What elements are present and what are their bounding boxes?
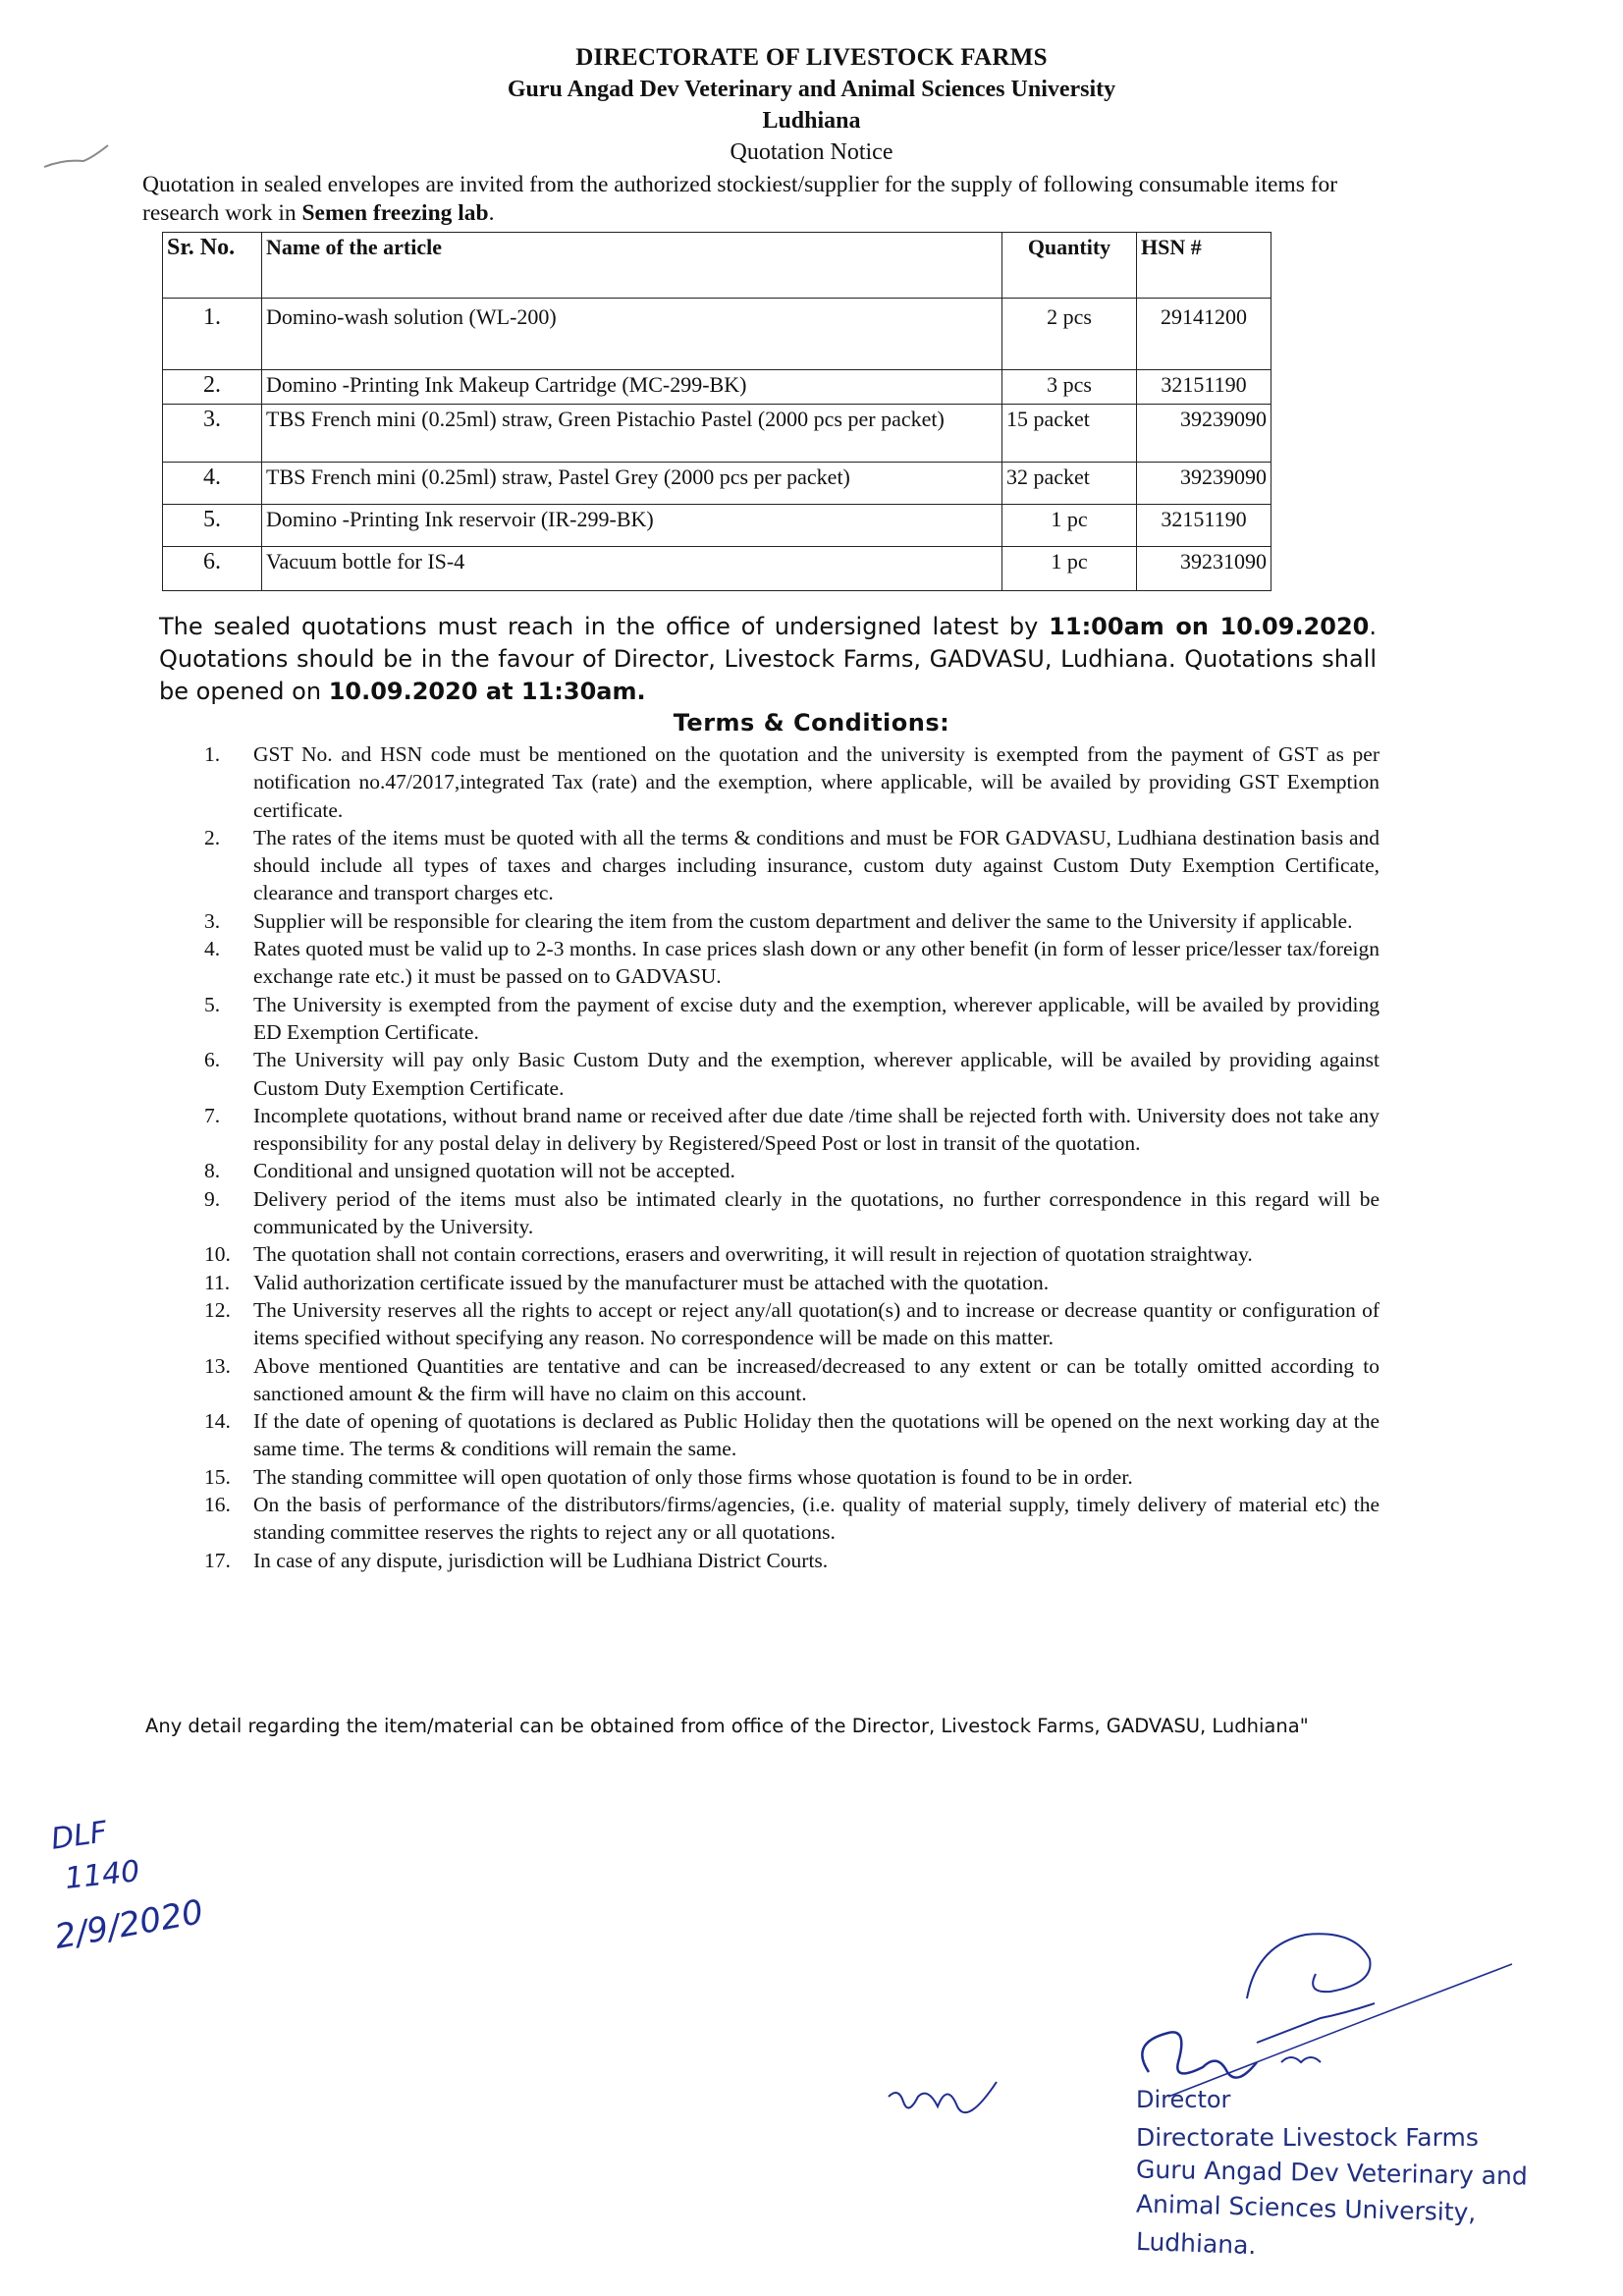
term-item <box>196 1547 1380 1574</box>
cell-name: Domino -Printing Ink reservoir (IR-299-BK) <box>262 505 1002 547</box>
cell-qty: 1 pc <box>1002 505 1137 547</box>
term-number: 14. <box>204 1409 231 1434</box>
term-text: Valid authorization certificate issued by the manufacturer must be attached with the quotation. <box>253 1270 1050 1294</box>
term-item <box>196 1240 1380 1268</box>
term-text: Rates quoted must be valid up to 2-3 months. In case prices slash down or any other benefit (in form of lesser price/lesser tax/foreign exchange rate etc.) it must be passed on to GADVASU. <box>253 937 1380 989</box>
table-row <box>163 463 1271 505</box>
term-number: 7. <box>204 1103 221 1127</box>
header-notice-title: Quotation Notice <box>730 139 893 165</box>
items-table <box>162 232 1271 591</box>
stamp-line-3: Animal Sciences University, <box>1135 2189 1477 2227</box>
term-text: Conditional and unsigned quotation will not be accepted. <box>253 1159 735 1183</box>
table-row <box>163 405 1271 463</box>
term-item <box>196 1491 1380 1547</box>
table-header-row <box>163 233 1271 299</box>
closing-text-2: . Quotations should be in the favour of Director, Livestock Farms, GADVASU, Ludhiana. Quotations shall be opened on <box>159 613 1377 705</box>
cell-name: TBS French mini (0.25ml) straw, Green Pistachio Pastel (2000 pcs per packet) <box>262 405 1002 463</box>
term-item <box>196 1102 1380 1158</box>
term-text: Above mentioned Quantities are tentative and can be increased/decreased to any extent or can be totally omitted according to sanctioned amount & the firm will have no claim on this account. <box>253 1353 1380 1405</box>
term-text: The quotation shall not contain corrections, erasers and overwriting, it will result in rejection of quotation straightway. <box>253 1242 1253 1267</box>
cell-hsn: 32151190 <box>1137 505 1271 547</box>
table-row <box>163 547 1271 591</box>
term-text: The University will pay only Basic Custom Duty and the exemption, wherever applicable, will be availed by providing against Custom Duty Exemption Certificate. <box>253 1048 1380 1100</box>
term-item <box>196 1185 1380 1241</box>
term-number: 12. <box>204 1297 231 1322</box>
term-number: 4. <box>204 937 221 961</box>
initials-mark <box>879 2072 1006 2131</box>
terms-list <box>196 740 1380 1574</box>
term-item <box>196 824 1380 907</box>
term-text: Incomplete quotations, without brand name or received after due date /time shall be rejected forth with. University does not take any responsibility for any postal delay in delivery by Registered/Speed Post or lost in transit of the quotation. <box>253 1103 1380 1156</box>
opening-datetime: 10.09.2020 at 11:30am. <box>328 678 646 705</box>
stamp-line-1: Directorate Livestock Farms <box>1136 2123 1479 2152</box>
cell-qty: 1 pc <box>1002 547 1137 591</box>
term-number: 15. <box>204 1464 231 1489</box>
term-item <box>196 1269 1380 1296</box>
pen-mark <box>39 128 118 177</box>
table-row <box>163 370 1271 405</box>
term-text: Supplier will be responsible for clearing the item from the custom department and deliver the same to the University if applicable. <box>253 908 1353 933</box>
term-text: Delivery period of the items must also be intimated clearly in the quotations, no further correspondence in this regard will be communicated by the University. <box>253 1186 1380 1239</box>
header-university: Guru Angad Dev Veterinary and Animal Sciences University <box>507 77 1116 102</box>
stamp-line-4: Ludhiana. <box>1135 2226 1257 2261</box>
table-row <box>163 505 1271 547</box>
term-number: 9. <box>204 1186 221 1211</box>
cell-sr: 4. <box>163 463 262 505</box>
term-item <box>196 907 1380 935</box>
term-item <box>196 1463 1380 1491</box>
col-header-qty: Quantity <box>1002 233 1137 299</box>
cell-hsn: 29141200 <box>1137 299 1271 370</box>
term-item <box>196 1046 1380 1102</box>
term-number: 13. <box>204 1353 231 1378</box>
intro-paragraph <box>142 171 1419 228</box>
table-row <box>163 299 1271 370</box>
cell-hsn: 39239090 <box>1137 405 1271 463</box>
cell-hsn: 39239090 <box>1137 463 1271 505</box>
submission-deadline-paragraph <box>159 611 1377 708</box>
handwritten-number: 1140 <box>63 1854 141 1896</box>
term-number: 5. <box>204 992 221 1016</box>
stamp-line-2: Guru Angad Dev Veterinary and <box>1135 2155 1529 2191</box>
term-number: 1. <box>204 742 221 766</box>
term-text: The rates of the items must be quoted with all the terms & conditions and must be FOR GADVASU, Ludhiana destination basis and should include all types of taxes and charges including insurance, custom duty against Custom Duty Exemption Certificate, clearance and transport charges etc. <box>253 825 1380 905</box>
term-item <box>196 740 1380 824</box>
cell-sr: 6. <box>163 547 262 591</box>
term-text: On the basis of performance of the distributors/firms/agencies, (i.e. quality of material supply, timely delivery of material etc) the standing committee reserves the rights to reject any or all quotations. <box>253 1493 1380 1545</box>
cell-sr: 2. <box>163 370 262 405</box>
term-text: If the date of opening of quotations is declared as Public Holiday then the quotations will be opened on the next working day at the same time. The terms & conditions will remain the same. <box>253 1409 1380 1461</box>
cell-name: Domino -Printing Ink Makeup Cartridge (MC-299-BK) <box>262 370 1002 405</box>
cell-hsn: 39231090 <box>1137 547 1271 591</box>
term-text: The standing committee will open quotation of only those firms whose quotation is found to be in order. <box>253 1464 1133 1489</box>
cell-sr: 1. <box>163 299 262 370</box>
cell-name: Domino-wash solution (WL-200) <box>262 299 1002 370</box>
cell-hsn: 32151190 <box>1137 370 1271 405</box>
stamp-title: Director <box>1136 2086 1231 2113</box>
term-number: 11. <box>204 1270 231 1294</box>
term-number: 10. <box>204 1242 231 1267</box>
handwritten-date: 2/9/2020 <box>51 1892 207 1957</box>
cell-name: Vacuum bottle for IS-4 <box>262 547 1002 591</box>
term-number: 6. <box>204 1048 221 1072</box>
cell-qty: 32 packet <box>1002 463 1137 505</box>
cell-sr: 3. <box>163 405 262 463</box>
col-header-name: Name of the article <box>262 233 1002 299</box>
intro-end: . <box>488 200 495 226</box>
term-item <box>196 1352 1380 1408</box>
closing-text-1: The sealed quotations must reach in the office of undersigned latest by <box>159 613 1050 640</box>
term-item <box>196 1157 1380 1184</box>
term-number: 16. <box>204 1493 231 1517</box>
intro-lab-name: Semen freezing lab <box>301 200 489 226</box>
term-number: 8. <box>204 1159 221 1183</box>
header-directorate: DIRECTORATE OF LIVESTOCK FARMS <box>575 44 1048 71</box>
term-item <box>196 1296 1380 1352</box>
header-city: Ludhiana <box>762 108 861 134</box>
col-header-hsn: HSN # <box>1137 233 1271 299</box>
term-number: 17. <box>204 1548 231 1572</box>
cell-name: TBS French mini (0.25ml) straw, Pastel Grey (2000 pcs per packet) <box>262 463 1002 505</box>
col-header-sr: Sr. No. <box>163 233 262 299</box>
term-text: The University is exempted from the payment of excise duty and the exemption, wherever applicable, will be availed by providing ED Exemption Certificate. <box>253 992 1380 1044</box>
cell-qty: 2 pcs <box>1002 299 1137 370</box>
intro-text: Quotation in sealed envelopes are invited from the authorized stockiest/supplier for the supply of following consumable items for research work in <box>142 172 1338 226</box>
handwritten-dlf: DLF <box>48 1815 110 1857</box>
cell-sr: 5. <box>163 505 262 547</box>
term-text: In case of any dispute, jurisdiction will be Ludhiana District Courts. <box>253 1548 829 1572</box>
cell-qty: 3 pcs <box>1002 370 1137 405</box>
deadline-datetime: 11:00am on 10.09.2020 <box>1049 613 1370 640</box>
cell-qty: 15 packet <box>1002 405 1137 463</box>
term-text: GST No. and HSN code must be mentioned on the quotation and the university is exempted from the payment of GST as per notification no.47/2017,integrated Tax (rate) and the exemption, where applicable, will be availed by providing GST Exemption certificate. <box>253 742 1380 822</box>
term-number: 2. <box>204 825 221 849</box>
term-item <box>196 991 1380 1047</box>
term-text: The University reserves all the rights to accept or reject any/all quotation(s) and to increase or decrease quantity or configuration of items specified without specifying any reason. No correspondence will be made on this matter. <box>253 1297 1380 1350</box>
term-item <box>196 935 1380 991</box>
term-number: 3. <box>204 908 221 933</box>
terms-title: Terms & Conditions: <box>673 709 950 737</box>
contact-note: Any detail regarding the item/material can be obtained from office of the Director, Livestock Farms, GADVASU, Ludhiana" <box>145 1715 1309 1737</box>
term-item <box>196 1407 1380 1463</box>
